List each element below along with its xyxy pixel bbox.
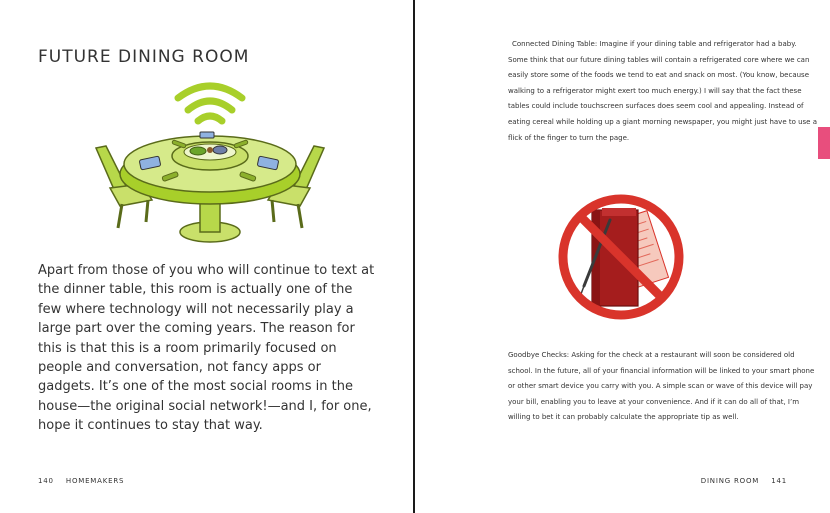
book-spine <box>413 0 415 513</box>
footer-section-label: DINING ROOM <box>700 477 760 485</box>
chapter-tab-marker <box>818 127 830 159</box>
footer-right <box>701 477 787 485</box>
right-page <box>416 0 830 513</box>
page-number: 140 <box>38 477 54 485</box>
page-number: 141 <box>771 477 787 485</box>
left-page <box>0 0 413 513</box>
footer-section-label: HOMEMAKERS <box>65 477 125 485</box>
wifi-dining-table-icon <box>90 76 330 248</box>
no-checks-sign-icon <box>554 190 688 324</box>
page-title: FUTURE DINING ROOM <box>38 47 250 68</box>
connected-dining-table-paragraph: Connected Dining Table: Imagine if your dining table and refrigerator had a baby. Some think that our future dining tables will contain a refrigerated core where we can easily store some of the foods we tend to eat and snack on most. (You know, because walking to a refrigerator might exert too much energy.) I will say that the fact these tables could include touchscreen surfaces does seem cool and appealing. Instead of eating cereal while holding up a giant morning newspaper, you might just have to use a flick of the finger to turn the page. <box>508 40 818 142</box>
footer-left <box>38 477 124 485</box>
body-paragraph: Apart from those of you who will continue to text at the dinner table, this room is actually one of the few where technology will not necessarily play a large part over the coming years. The reason for this is that this is a room primarily focused on people and conversation, not fancy apps or gadgets. It’s one of the most social rooms in the house—the original social network!—and I, for one, hope it continues to stay that way. <box>38 263 375 434</box>
goodbye-checks-paragraph: Goodbye Checks: Asking for the check at a restaurant will soon be considered old school. In the future, all of your financial information will be linked to your smart phone or other smart device you carry with you. A simple scan or wave of this device will pay your bill, enabling you to leave at your convenience. And if it can do all of that, I’m willing to bet it can probably calculate the appropriate tip as well. <box>508 351 815 422</box>
